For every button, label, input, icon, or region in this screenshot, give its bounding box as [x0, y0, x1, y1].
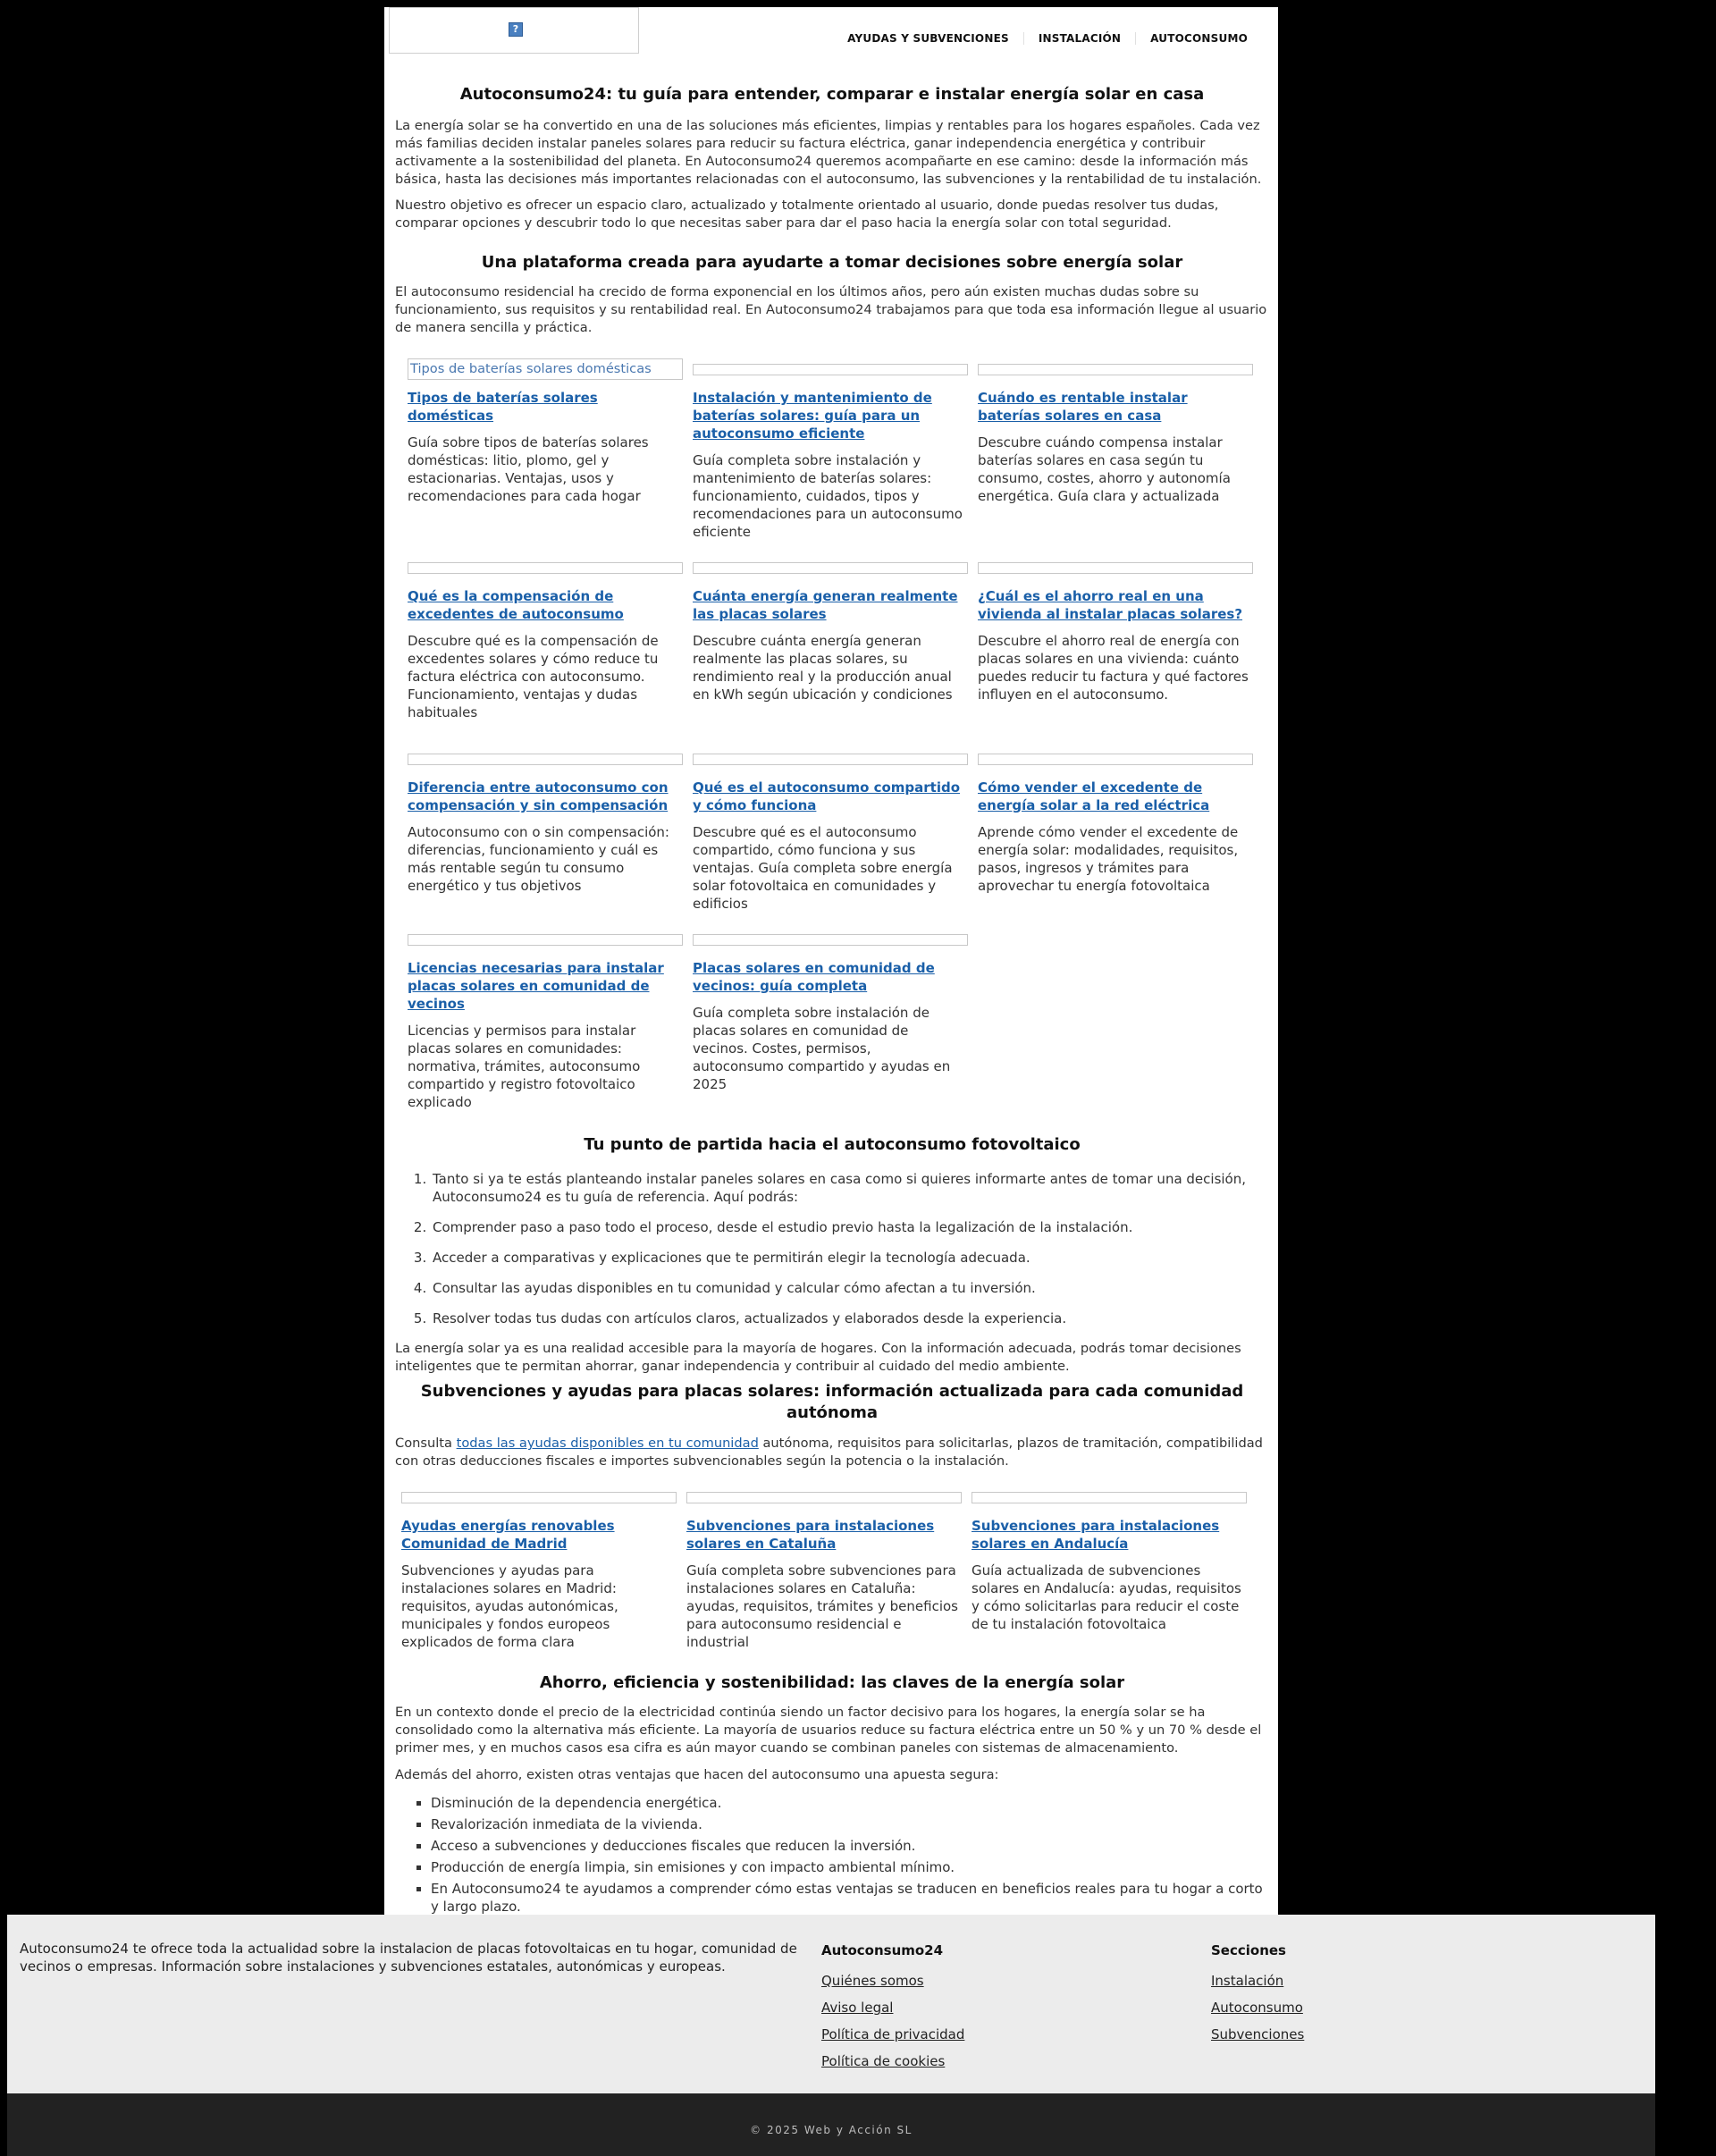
article-card: [978, 562, 1263, 721]
article-title-link[interactable]: Cuánta energía generan realmente las placas solares: [693, 588, 958, 622]
subsidy-description: Subvenciones y ayudas para instalaciones solares en Madrid: requisitos, ayudas autonómicas, municipales y fondos europeos explicados de forma clara: [401, 1562, 618, 1650]
list-item: ▪ Disminución de la dependencia energética.: [431, 1794, 1269, 1812]
list-item: 4. Consultar las ayudas disponibles en tu comunidad y calcular cómo afectan a tu inversión.: [431, 1279, 1269, 1297]
article-image[interactable]: [408, 562, 683, 574]
list-item: ▪ En Autoconsumo24 te ayudamos a comprender cómo estas ventajas se traducen en beneficios reales para tu hogar a corto y largo plazo.: [431, 1880, 1269, 1915]
article-description: Descubre qué es la compensación de excedentes solares y cómo reduce tu factura eléctrica con autoconsumo. Funcionamiento, ventajas y dudas habituales: [408, 633, 659, 720]
page-container: [384, 7, 1278, 1915]
article-card: [408, 934, 693, 1111]
article-title-link[interactable]: Diferencia entre autoconsumo con compensación y sin compensación: [408, 779, 669, 813]
footer-column-title: Secciones: [1211, 1942, 1286, 1958]
subsidy-title-link[interactable]: Subvenciones para instalaciones solares en Cataluña: [686, 1518, 935, 1552]
article-image[interactable]: [693, 754, 968, 765]
article-image[interactable]: [693, 934, 968, 946]
article-description: Descubre cuánta energía generan realmente las placas solares, su rendimiento real y la producción anual en kWh según ubicación y condiciones: [693, 633, 953, 703]
subsidy-card: [401, 1492, 686, 1651]
list-item: ▪ Revalorización inmediata de la vivienda.: [431, 1815, 1269, 1833]
article-card: [978, 754, 1263, 913]
articles-grid: [408, 358, 1269, 541]
article-image[interactable]: [408, 358, 683, 380]
nav-autoconsumo[interactable]: AUTOCONSUMO: [1135, 32, 1262, 45]
article-image[interactable]: [693, 364, 968, 375]
platform-title: Una plataforma creada para ayudarte a tomar decisiones sobre energía solar: [481, 253, 1183, 272]
article-card: [408, 754, 693, 913]
site-header: [384, 7, 1278, 64]
copyright-bar: [7, 2093, 1655, 2156]
article-card: [693, 934, 978, 1111]
broken-image-icon: ?: [509, 22, 523, 37]
subsidies-text-after: autónoma, requisitos para solicitarlas, plazos de tramitación, compatibilidad con otras deducciones fiscales e importes subvencionables según la potencia o la instalación.: [395, 1436, 1263, 1469]
article-description: Autoconsumo con o sin compensación: diferencias, funcionamiento y cuál es más rentable según tu consumo energético y tus objetivos: [408, 824, 669, 894]
articles-grid-row-2: [408, 562, 1269, 721]
article-title-link[interactable]: Placas solares en comunidad de vecinos: guía completa: [693, 960, 935, 994]
benefits-list: [395, 1794, 1269, 1915]
nav-ayudas-subvenciones[interactable]: AYUDAS Y SUBVENCIONES: [847, 32, 1009, 45]
article-card: [408, 562, 693, 721]
article-description: Aprende cómo vender el excedente de energía solar: modalidades, requisitos, pasos, ingresos y trámites para aprovechar tu energía fotovoltaica: [978, 824, 1239, 894]
article-image[interactable]: [978, 754, 1253, 765]
articles-grid-row-4: [408, 934, 1269, 1111]
subsidy-card: [686, 1492, 972, 1651]
subsidies-grid: [401, 1492, 1269, 1651]
article-description: Guía completa sobre instalación y mantenimiento de baterías solares: funcionamiento, cuidados, tipos y recomendaciones para un autoconsumo eficiente: [693, 452, 963, 540]
footer-link-privacidad[interactable]: Política de privacidad: [821, 2026, 965, 2042]
article-description: Licencias y permisos para instalar placas solares en comunidades: normativa, trámites, autoconsumo compartido y registro fotovoltaico explicado: [408, 1023, 641, 1110]
subsidy-card: [972, 1492, 1257, 1651]
footer-column-title: Autoconsumo24: [821, 1942, 944, 1958]
footer-column-secciones: [1211, 1941, 1304, 2052]
subsidies-paragraph: [395, 1435, 1269, 1470]
article-card: [693, 562, 978, 721]
article-description: Guía completa sobre instalación de placas solares en comunidad de vecinos. Costes, permisos, autoconsumo compartido y ayudas en 2025: [693, 1005, 951, 1092]
copyright-text: © 2025 Web y Acción SL: [750, 2124, 913, 2136]
list-item: 1. Tanto si ya te estás planteando instalar paneles solares en casa como si quieres informarte antes de tomar una decisión, Autoconsumo24 es tu guía de referencia. Aquí podrás:: [431, 1170, 1269, 1206]
article-image[interactable]: [693, 562, 968, 574]
savings-paragraph-1: En un contexto donde el precio de la electricidad continúa siendo un factor decisivo para los hogares, la energía solar se ha consolidado como la alternativa más eficiente. La mayoría de usuarios reduce su factura eléctrica entre un 50 % y un 70 % desde el primer mes, y en muchos casos esa cifra es aún mayor cuando se combinan paneles con sistemas de almacenamiento.: [395, 1705, 1262, 1756]
article-title-link[interactable]: Qué es la compensación de excedentes de autoconsumo: [408, 588, 624, 622]
subsidy-title-link[interactable]: Ayudas energías renovables Comunidad de Madrid: [401, 1518, 615, 1552]
articles-grid-row-3: [408, 754, 1269, 913]
footer-column-autoconsumo24: [821, 1941, 964, 2079]
article-card: [693, 754, 978, 913]
article-title-link[interactable]: Instalación y mantenimiento de baterías solares: guía para un autoconsumo eficiente: [693, 390, 932, 442]
footer-link-subvenciones[interactable]: Subvenciones: [1211, 2026, 1305, 2042]
site-footer: [7, 1915, 1655, 2093]
article-title-link[interactable]: Cuándo es rentable instalar baterías solares en casa: [978, 390, 1188, 424]
platform-paragraph: El autoconsumo residencial ha crecido de forma exponencial en los últimos años, pero aún existen muchas dudas sobre su funcionamiento, sus requisitos y su rentabilidad real. En Autoconsumo24 trabajamos para que toda esa información llegue al usuario de manera sencilla y práctica.: [395, 284, 1267, 335]
savings-paragraph-2: Además del ahorro, existen otras ventajas que hacen del autoconsumo una apuesta segura:: [395, 1767, 999, 1782]
all-subsidies-link[interactable]: todas las ayudas disponibles en tu comunidad: [456, 1436, 759, 1451]
article-card: [693, 358, 978, 541]
list-item: ▪ Producción de energía limpia, sin emisiones y con impacto ambiental mínimo.: [431, 1858, 1269, 1876]
subsidy-image[interactable]: [972, 1492, 1247, 1503]
footer-link-quienes-somos[interactable]: Quiénes somos: [821, 1973, 924, 1989]
intro-paragraph-1: La energía solar se ha convertido en una de las soluciones más eficientes, limpias y rentables para los hogares españoles. Cada vez más familias deciden instalar paneles solares para reducir su factura eléctrica, ganar independencia energética y contribuir activamente a la sostenibilidad del planeta. En Autoconsumo24 queremos acompañarte en ese camino: desde la información más básica, hasta las decisiones más importantes relacionadas con el autoconsumo, las subvenciones y la rentabilidad de tu instalación.: [395, 118, 1262, 187]
subsidy-title-link[interactable]: Subvenciones para instalaciones solares en Andalucía: [972, 1518, 1220, 1552]
article-description: Descubre el ahorro real de energía con placas solares en una vivienda: cuánto puedes reducir tu factura y qué factores influyen en el autoconsumo.: [978, 633, 1249, 703]
article-description: Descubre qué es el autoconsumo compartido, cómo funciona y sus ventajas. Guía completa sobre energía solar fotovoltaica en comunidades y edificios: [693, 824, 953, 912]
article-description: Guía sobre tipos de baterías solares domésticas: litio, plomo, gel y estacionarias. Ventajas, usos y recomendaciones para cada hogar: [408, 434, 649, 504]
main-nav: [833, 32, 1262, 45]
image-alt-text: Tipos de baterías solares domésticas: [410, 361, 652, 376]
footer-link-instalacion[interactable]: Instalación: [1211, 1973, 1284, 1989]
footer-about-text: Autoconsumo24 te ofrece toda la actualidad sobre la instalacion de placas fotovoltaicas en tu hogar, comunidad de vecinos o empresas. Información sobre instalaciones y subvenciones estatales, autonómicas y europeas.: [20, 1941, 797, 1975]
article-title-link[interactable]: ¿Cuál es el ahorro real en una vivienda al instalar placas solares?: [978, 588, 1243, 622]
subsidy-image[interactable]: [401, 1492, 677, 1503]
footer-link-autoconsumo[interactable]: Autoconsumo: [1211, 2000, 1303, 2016]
article-image[interactable]: [978, 562, 1253, 574]
subsidies-title: Subvenciones y ayudas para placas solares: información actualizada para cada comunidad autónoma: [420, 1382, 1244, 1422]
list-item: 2. Comprender paso a paso todo el proceso, desde el estudio previo hasta la legalización de la instalación.: [431, 1218, 1269, 1236]
subsidy-description: Guía completa sobre subvenciones para instalaciones solares en Cataluña: ayudas, requisitos, trámites y beneficios para autoconsumo residencial e industrial: [686, 1562, 958, 1650]
article-description: Descubre cuándo compensa instalar baterías solares en casa según tu consumo, costes, ahorro y autonomía energética. Guía clara y actualizada: [978, 434, 1231, 504]
savings-title: Ahorro, eficiencia y sostenibilidad: las claves de la energía solar: [539, 1673, 1125, 1692]
footer-link-cookies[interactable]: Política de cookies: [821, 2053, 946, 2069]
steps-list: [395, 1170, 1269, 1327]
page-title: Autoconsumo24: tu guía para entender, comparar e instalar energía solar en casa: [459, 85, 1205, 104]
article-title-link[interactable]: Licencias necesarias para instalar placas solares en comunidad de vecinos: [408, 960, 664, 1012]
intro-paragraph-2: Nuestro objetivo es ofrecer un espacio claro, actualizado y totalmente orientado al usuario, donde puedas resolver tus dudas, comparar opciones y descubrir todo lo que necesitas saber para dar el paso hacia la energía solar con total seguridad.: [395, 198, 1219, 231]
subsidy-description: Guía actualizada de subvenciones solares en Andalucía: ayudas, requisitos y cómo solicitarlas para reducir el coste de tu instalación fotovoltaica: [972, 1562, 1241, 1632]
article-image[interactable]: [978, 364, 1253, 375]
article-image[interactable]: [408, 754, 683, 765]
list-item: ▪ Acceso a subvenciones y deducciones fiscales que reducen la inversión.: [431, 1837, 1269, 1855]
subsidies-text-before: Consulta: [395, 1436, 457, 1451]
nav-instalacion[interactable]: INSTALACIÓN: [1023, 32, 1135, 45]
article-card: [408, 358, 693, 541]
main-content: [384, 84, 1278, 1915]
list-item: 5. Resolver todas tus dudas con artículos claros, actualizados y elaborados desde la experiencia.: [431, 1310, 1269, 1327]
article-card: [978, 358, 1263, 541]
list-item: 3. Acceder a comparativas y explicaciones que te permitirán elegir la tecnología adecuada.: [431, 1249, 1269, 1267]
article-title-link[interactable]: Tipos de baterías solares domésticas: [408, 390, 598, 424]
article-image[interactable]: [408, 934, 683, 946]
site-logo[interactable]: [389, 7, 639, 54]
subsidy-image[interactable]: [686, 1492, 962, 1503]
article-title-link[interactable]: Cómo vender el excedente de energía solar a la red eléctrica: [978, 779, 1210, 813]
starting-point-paragraph: La energía solar ya es una realidad accesible para la mayoría de hogares. Con la información adecuada, podrás tomar decisiones inteligentes que te permitan ahorrar, ganar independencia y contribuir al cuidado del medio ambiente.: [395, 1341, 1241, 1374]
footer-link-aviso-legal[interactable]: Aviso legal: [821, 2000, 894, 2016]
article-title-link[interactable]: Qué es el autoconsumo compartido y cómo funciona: [693, 779, 961, 813]
starting-point-title: Tu punto de partida hacia el autoconsumo fotovoltaico: [584, 1135, 1081, 1154]
